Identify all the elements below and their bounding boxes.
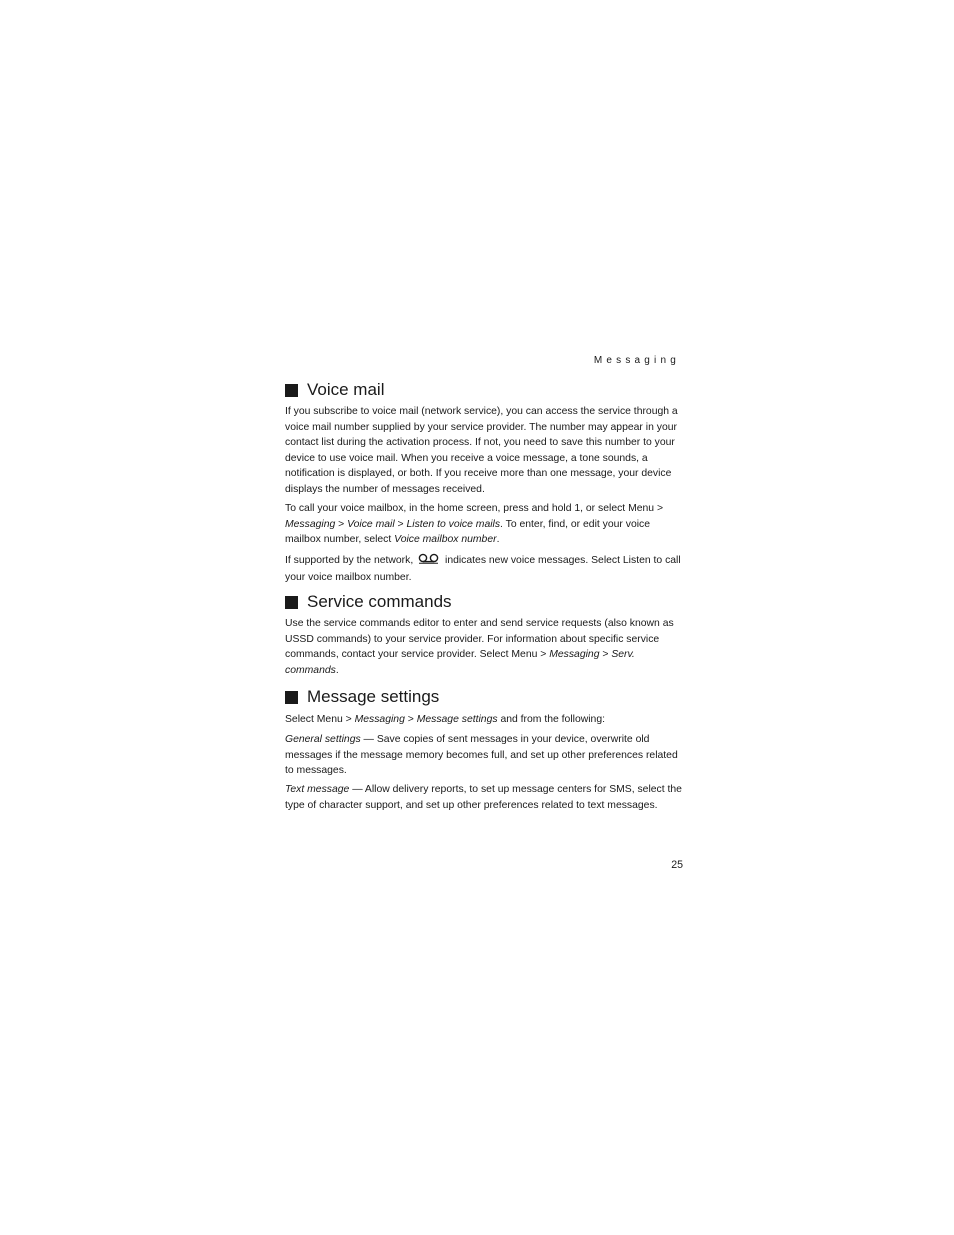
voice-mail-paragraph-2: To call your voice mailbox, in the home screen, press and hold 1, or select Menu > Messaging > Voice mail > Listen to voice mails. To enter, find, or edit your voice mailbox number, select Voice mailbox number. [285, 503, 664, 546]
voice-mail-paragraph-1: If you subscribe to voice mail (network service), you can access the service through a voice mail number supplied by your service provider. The number may appear in your contact list during the activation process. If not, you need to save this number to your device to use voice mail. When you receive a voice message, a tone sounds, a notification is displayed, or both. If you receive more than one message, your device displays the number of messages received. [285, 406, 678, 495]
service-commands-heading [285, 592, 452, 612]
text-message-label: Text message [285, 784, 350, 795]
menu-label: Menu [511, 649, 538, 661]
running-header: Messaging [593, 355, 680, 366]
general-settings-label: General settings [285, 734, 361, 745]
menu-label: Menu [628, 503, 655, 514]
text-message-item: Text message — Allow delivery reports, to set up message centers for SMS, select the type of character support, and set up other preferences related to text messages. [285, 784, 682, 811]
page-number: 25 [671, 859, 683, 871]
service-commands-paragraph: Use the service commands editor to enter and send service requests (also known as USSD commands) to your service provider. For information about specific service commands, contact your service provider. Select Menu > Messaging > Serv. commands. [285, 618, 674, 676]
square-bullet-icon [285, 596, 298, 609]
listen-label: Listen [622, 555, 651, 566]
message-settings-paragraph: Select Menu > Messaging > Message settings and from the following: [285, 714, 605, 725]
menu-label: Menu [316, 714, 343, 725]
general-settings-item: General settings — Save copies of sent messages in your device, overwrite old messages if the message memory becomes full, and set up other preferences related to messages. [285, 734, 678, 777]
square-bullet-icon [285, 691, 298, 704]
voice-mail-heading [285, 380, 384, 400]
message-settings-heading [285, 687, 439, 707]
voice-mail-paragraph-3: If supported by the network, indicates new voice messages. Select Listen to call your voice mailbox number. [285, 555, 681, 583]
message-settings-title: Message settings [307, 687, 440, 706]
square-bullet-icon [285, 384, 298, 397]
voicemail-icon [418, 553, 439, 570]
voice-mail-title: Voice mail [307, 380, 385, 399]
service-commands-title: Service commands [307, 592, 452, 611]
